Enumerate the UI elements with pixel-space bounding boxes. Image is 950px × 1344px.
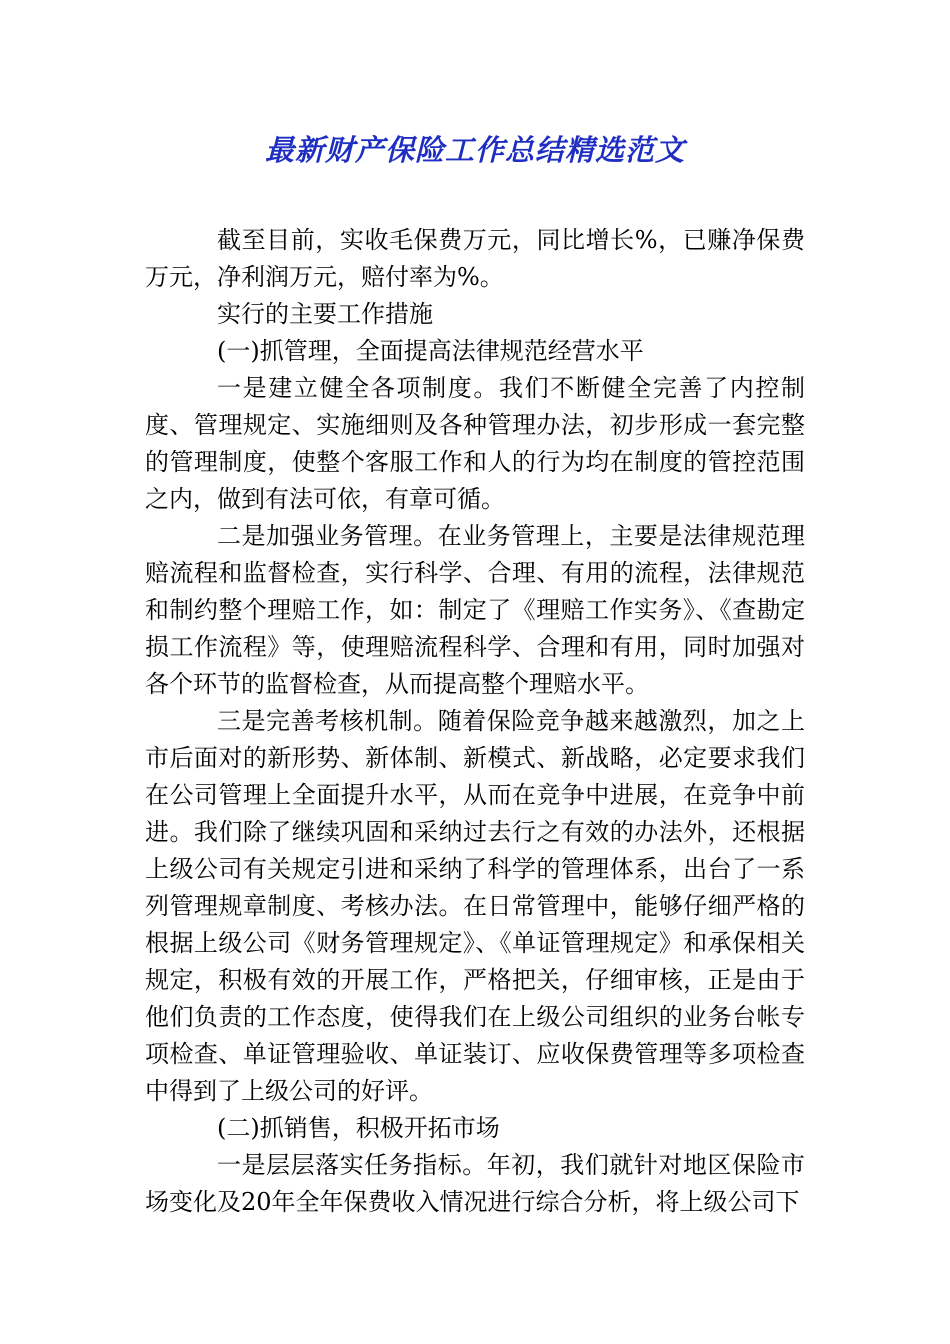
document-body [145, 222, 805, 1221]
paragraph: 一是建立健全各项制度。我们不断健全完善了内控制度、管理规定、实施细则及各种管理办法，初步形成一套完整的管理制度，使整个客服工作和人的行为均在制度的管控范围之内，做到有法可依，有章可循。 [145, 374, 805, 513]
subsection-heading: (二)抓销售，积极开拓市场 [217, 1114, 500, 1142]
section-heading: 实行的主要工作措施 [217, 300, 433, 328]
document-title: 最新财产保险工作总结精选范文 [264, 133, 685, 167]
paragraph: 二是加强业务管理。在业务管理上，主要是法律规范理赔流程和监督检查，实行科学、合理、有用的流程，法律规范和制约整个理赔工作，如：制定了《理赔工作实务》、《查勘定损工作流程》等，使理赔流程科学、合理和有用，同时加强对各个环节的监督检查，从而提高整个理赔水平。 [145, 522, 805, 698]
subsection-heading: (一)抓管理，全面提高法律规范经营水平 [217, 337, 644, 365]
paragraph: 三是完善考核机制。随着保险竞争越来越激烈，加之上市后面对的新形势、新体制、新模式、新战略，必定要求我们在公司管理上全面提升水平，从而在竞争中进展，在竞争中前进。我们除了继续巩固和采纳过去行之有效的办法外，还根据上级公司有关规定引进和采纳了科学的管理体系，出台了一系列管理规章制度、考核办法。在日常管理中，能够仔细严格的根据上级公司《财务管理规定》、《单证管理规定》和承保相关规定，积极有效的开展工作，严格把关，仔细审核，正是由于他们负责的工作态度，使得我们在上级公司组织的业务台帐专项检查、单证管理验收、单证装订、应收保费管理等多项检查中得到了上级公司的好评。 [145, 707, 805, 1105]
paragraph: 截至目前，实收毛保费万元，同比增长%，已赚净保费万元，净利润万元，赔付率为%。 [145, 226, 805, 291]
paragraph: 一是层层落实任务指标。年初，我们就针对地区保险市场变化及20年全年保费收入情况进行综合分析，将上级公司下 [145, 1151, 805, 1216]
